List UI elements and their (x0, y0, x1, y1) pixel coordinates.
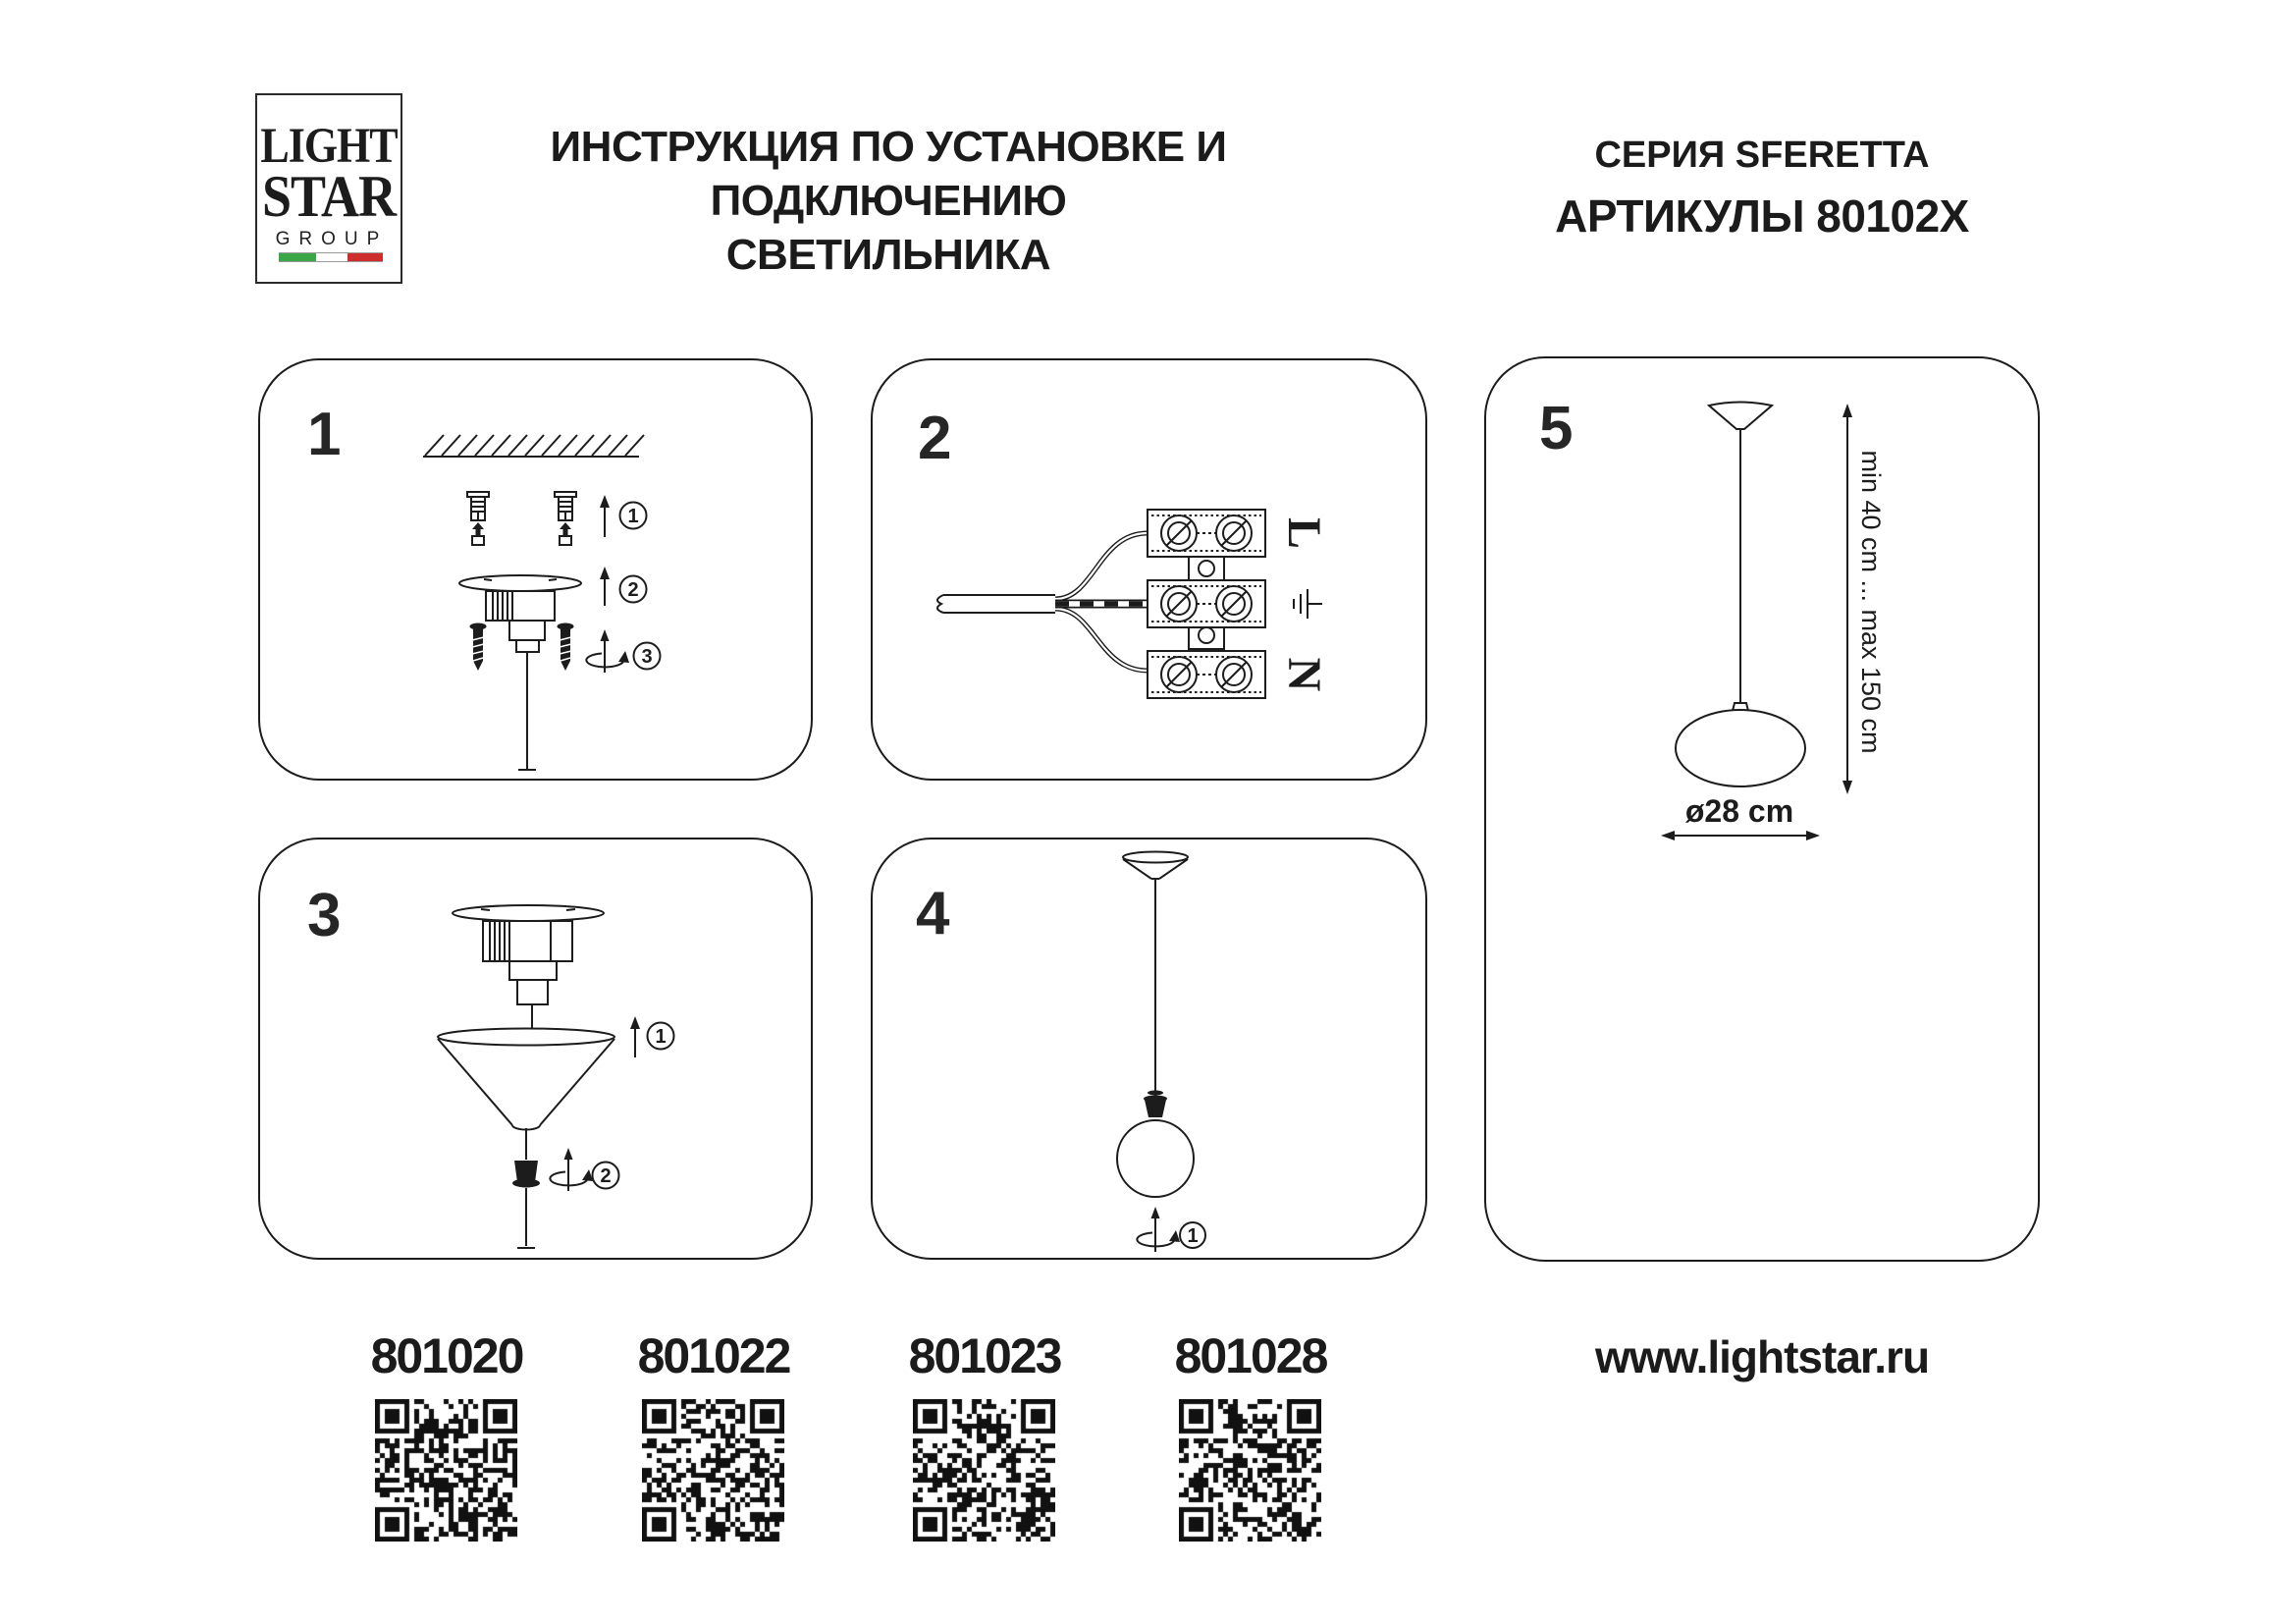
svg-text:1: 1 (627, 506, 639, 527)
mains-cable-icon (937, 533, 1148, 671)
terminal-row-L (1148, 510, 1265, 557)
callout-3 (634, 643, 661, 670)
article-code: 801020 (370, 1328, 523, 1383)
terminal-row-earth (1148, 580, 1265, 627)
step1-drawing (260, 360, 811, 779)
svg-text:1: 1 (655, 1026, 667, 1048)
rotate-arrow-icon (586, 629, 629, 673)
pendant-lamp-icon (1676, 403, 1805, 787)
articles-title: АРТИКУЛЫ 80102X (1555, 190, 1969, 242)
wall-anchor-icon (555, 492, 576, 545)
screw-icon (558, 623, 574, 672)
step1-number: 1 (307, 401, 342, 468)
website-url: www.lightstar.ru (1594, 1331, 1930, 1382)
ceiling-hatch-icon (423, 435, 644, 457)
flag-white (316, 253, 347, 261)
cord-grip-icon (512, 1128, 540, 1248)
step2-drawing (873, 360, 1425, 779)
logo-word-star: STAR (261, 163, 397, 230)
step4-panel (871, 838, 1427, 1260)
series-name: СЕРИЯ SFERETTA (1594, 135, 1930, 176)
step4-drawing (873, 839, 1425, 1258)
step2-panel (871, 358, 1427, 781)
italian-flag-icon (279, 252, 383, 262)
callout-1 (630, 1016, 674, 1057)
height-dimension-arrow (1842, 404, 1852, 794)
neutral-label: N (1278, 657, 1330, 692)
rotate-arrow-icon (1137, 1207, 1180, 1252)
qr-code (913, 1399, 1055, 1542)
step1-panel (258, 358, 813, 781)
title-line-2: ПОДКЛЮЧЕНИЮ СВЕТИЛЬНИКА (710, 177, 1067, 279)
callout-1 (1180, 1222, 1205, 1248)
mounting-plate-icon (459, 575, 581, 770)
svg-text:2: 2 (600, 1165, 612, 1187)
live-label: L (1278, 516, 1330, 550)
article-code: 801022 (637, 1328, 790, 1383)
svg-text:3: 3 (641, 646, 653, 668)
logo-word-light: LIGHT (260, 118, 398, 174)
qr-code (642, 1399, 784, 1542)
terminal-block-icon (1148, 510, 1265, 698)
step3-drawing (260, 839, 811, 1258)
step3-panel (258, 838, 813, 1260)
terminal-row-N (1148, 651, 1265, 698)
qr-code (375, 1399, 517, 1542)
screw-icon (470, 623, 487, 672)
cone-shade-icon (438, 1029, 614, 1130)
pendant-assembly-icon (1117, 852, 1194, 1198)
step2-number: 2 (918, 405, 952, 472)
article-code: 801028 (1174, 1328, 1327, 1383)
mounting-plate-icon (453, 905, 604, 1030)
step5-drawing (1486, 358, 2038, 1260)
page-title (545, 120, 1232, 282)
callout-1 (600, 495, 647, 537)
svg-text:2: 2 (627, 579, 639, 601)
lightstar-logo (255, 93, 402, 284)
wall-anchor-icon (467, 492, 489, 545)
step4-number: 4 (916, 880, 950, 947)
step5-panel (1484, 356, 2040, 1262)
flag-green (279, 253, 316, 261)
step3-number: 3 (307, 882, 342, 949)
rotate-arrow-icon (550, 1148, 593, 1191)
diameter-label: ø28 cm (1684, 793, 1794, 829)
qr-code (1179, 1399, 1321, 1542)
svg-text:1: 1 (1187, 1225, 1199, 1247)
callout-2 (593, 1163, 619, 1189)
height-range-label: min 40 cm ... max 150 cm (1856, 450, 1886, 754)
title-line-1: ИНСТРУКЦИЯ ПО УСТАНОВКЕ И (550, 123, 1227, 171)
flag-red (347, 253, 383, 261)
article-code: 801023 (908, 1328, 1061, 1383)
earth-symbol-icon (1294, 589, 1322, 619)
callout-2 (600, 567, 647, 606)
logo-word-group: GROUP (275, 229, 389, 249)
diameter-dimension-arrow (1661, 831, 1820, 840)
step5-number: 5 (1539, 395, 1574, 462)
header-right (1484, 135, 2040, 240)
